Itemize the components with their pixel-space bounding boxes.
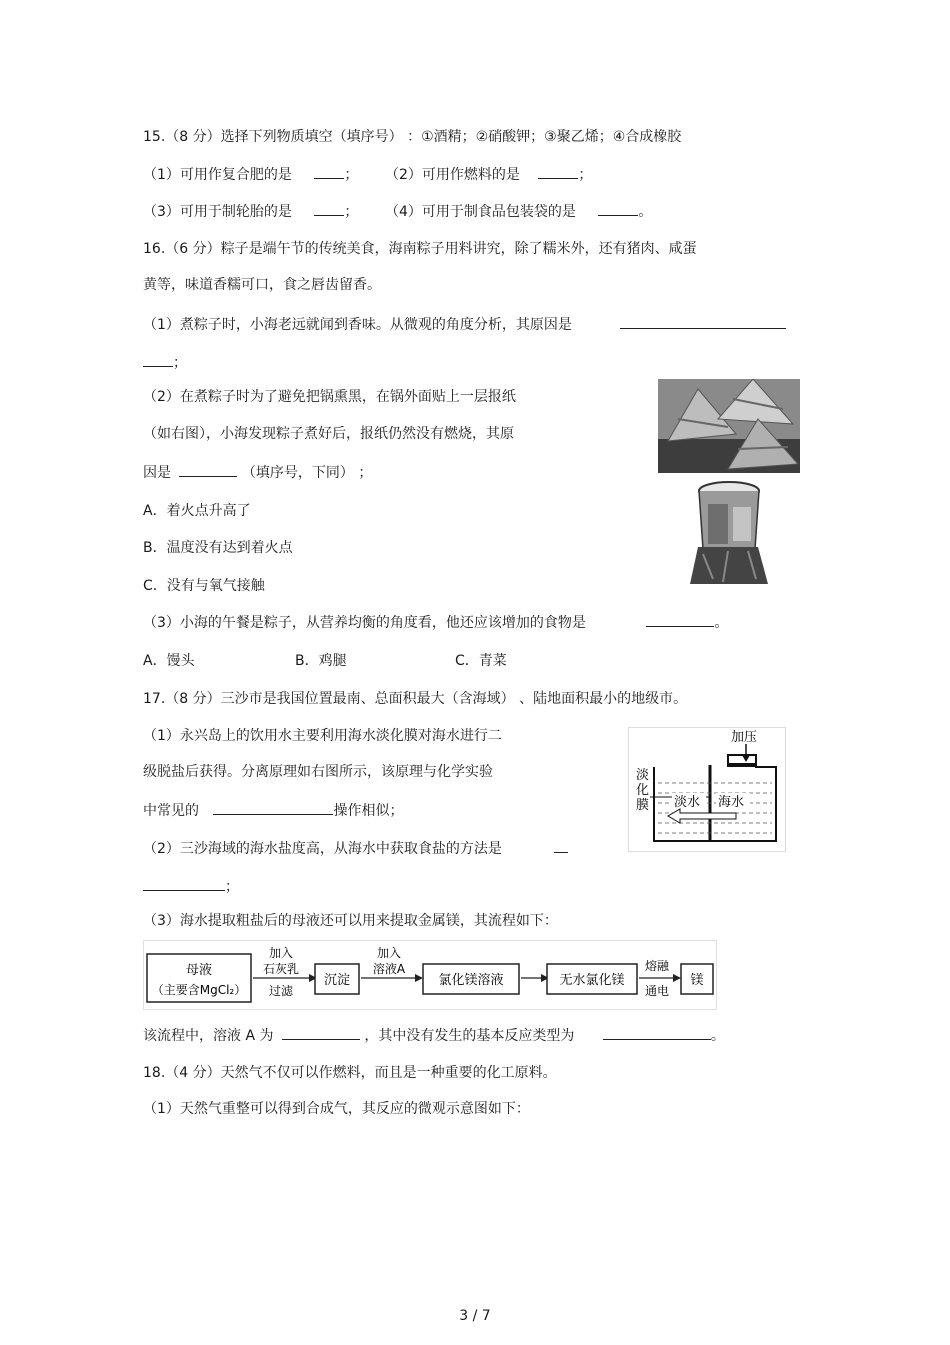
seawater-label: 海水 [718, 795, 745, 810]
q17-part3-tail1: 该流程中，溶液 A 为 [143, 1028, 274, 1044]
membrane-label-1: 淡 [636, 768, 650, 783]
option-b: B．温度没有达到着火点 [143, 540, 293, 556]
separator: ； [225, 879, 239, 895]
q16-part3 [143, 612, 728, 632]
q17-part1-line2: 级脱盐后获得。分离原理如右图所示，该原理与化学实验 [143, 764, 493, 780]
flow-step2-line2: 溶液A [372, 962, 406, 976]
option-a: A．着火点升高了 [143, 503, 251, 519]
q17-part1-line3 [143, 800, 403, 820]
flow-box-magnesium: 镁 [690, 973, 704, 988]
flow-step1-line1: 加入 [268, 946, 294, 960]
food-option-a: A．馒头 [143, 653, 195, 669]
separator: ； [173, 355, 187, 371]
q15-part4 [385, 201, 652, 221]
answer-blank[interactable] [554, 838, 568, 853]
q16-part1-text: （1）煮粽子时，小海老远就闻到香味。从微观的角度分析，其原因是 [143, 317, 572, 333]
q16-stem-line1: 16.（6 分）粽子是端午节的传统美食，海南粽子用料讲究，除了糯米外，还有猪肉、咸蛋 [143, 241, 697, 257]
q17-part3-answer [143, 1025, 725, 1045]
answer-blank[interactable] [646, 612, 714, 627]
q16-part2-line1: （2）在煮粽子时为了避免把锅熏黑，在锅外面贴上一层报纸 [143, 389, 516, 405]
food-option-b: B．鸡腿 [295, 653, 347, 669]
q15-part2-text: （2）可用作燃料的是 [385, 167, 520, 183]
q17-part1-line1: （1）永兴岛上的饮用水主要利用海水淡化膜对海水进行二 [143, 728, 502, 744]
flow-box-mgcl2-solution: 氯化镁溶液 [438, 973, 504, 988]
q16-part1 [143, 314, 786, 334]
separator: ； [578, 167, 593, 183]
answer-blank[interactable] [179, 462, 237, 477]
period: 。 [714, 615, 729, 631]
q17-part2-text: （2）三沙海域的海水盐度高，从海水中获取食盐的方法是 [143, 841, 502, 857]
q16-part2-line2: （如右图），小海发现粽子煮好后，报纸仍然没有燃烧，其原 [143, 426, 514, 442]
period: 。 [710, 1028, 725, 1044]
q17-part3-tail2: ，其中没有发生的基本反应类型为 [364, 1028, 575, 1044]
q16-part3-text: （3）小海的午餐是粽子，从营养均衡的角度看，他还应该增加的食物是 [143, 615, 586, 631]
answer-blank[interactable] [282, 1025, 360, 1040]
flow-box-precipitate: 沉淀 [323, 973, 351, 988]
zongzi-and-pot-image [658, 379, 800, 601]
pressure-label: 加压 [731, 730, 758, 745]
magnesium-flowchart [143, 940, 717, 1010]
zongzi-photo [658, 379, 800, 601]
flow-step4-line1: 熔融 [644, 959, 670, 973]
answer-blank[interactable] [314, 164, 344, 179]
q15-part1 [143, 164, 358, 184]
flow-step1-line2: 石灰乳 [262, 962, 300, 976]
q15-part3 [143, 201, 358, 221]
q15-part2 [385, 164, 592, 184]
q17-stem: 17.（8 分）三沙市是我国位置最南、总面积最大（含海域） 、陆地面积最小的地级市。 [143, 691, 688, 707]
q17-part2-cont [143, 876, 239, 896]
period: 。 [638, 204, 653, 220]
answer-blank[interactable] [213, 800, 333, 815]
q17-part1-tail: 操作相似； [333, 803, 404, 819]
answer-blank[interactable] [143, 876, 225, 891]
q16-part2-line3 [143, 462, 372, 482]
flow-step1-line3: 过滤 [268, 984, 294, 998]
option-c: C．没有与氧气接触 [143, 578, 265, 594]
answer-blank[interactable] [538, 164, 578, 179]
q17-part2 [143, 838, 568, 858]
fresh-water-label: 淡水 [674, 795, 701, 810]
q16-part2-text: 因是 [143, 465, 171, 481]
q16-part1-cont [143, 352, 187, 372]
answer-blank[interactable] [143, 352, 173, 367]
q16-stem-line2: 黄等，味道香糯可口，食之唇齿留香。 [143, 277, 381, 293]
flow-step4-line2: 通电 [644, 984, 670, 998]
flow-box-mother-liquor-note: （主要含MgCl₂） [151, 983, 247, 997]
answer-blank[interactable] [620, 314, 786, 329]
q15-part4-text: （4）可用于制食品包装袋的是 [385, 204, 576, 220]
flow-box-mother-liquor: 母液 [185, 963, 213, 978]
flow-box-anhydrous-mgcl2: 无水氯化镁 [559, 973, 625, 988]
q17-part3: （3）海水提取粗盐后的母液还可以用来提取金属镁，其流程如下： [143, 913, 558, 929]
page-number: 3 / 7 [459, 1308, 491, 1324]
q15-part1-text: （1）可用作复合肥的是 [143, 167, 292, 183]
q15-part3-text: （3）可用于制轮胎的是 [143, 204, 292, 220]
q15-stem: 15.（8 分）选择下列物质填空（填序号） ：①酒精；②硝酸钾；③聚乙烯；④合成橡胶 [143, 129, 682, 145]
answer-blank[interactable] [598, 201, 638, 216]
q16-part2-tail: （填序号，下同） ； [241, 465, 373, 481]
food-option-c: C．青菜 [455, 653, 507, 669]
separator: ； [344, 167, 359, 183]
flow-step2-line1: 加入 [376, 946, 402, 960]
q17-part1-text: 中常见的 [143, 803, 199, 819]
separator: ； [344, 204, 359, 220]
membrane-label-3: 膜 [636, 798, 650, 813]
desalination-diagram [628, 727, 786, 852]
answer-blank[interactable] [314, 201, 344, 216]
q18-part1: （1）天然气重整可以得到合成气，其反应的微观示意图如下： [143, 1101, 530, 1117]
membrane-label-2: 化 [636, 783, 650, 798]
q18-stem: 18.（4 分）天然气不仅可以作燃料，而且是一种重要的化工原料。 [143, 1065, 557, 1081]
answer-blank[interactable] [603, 1025, 711, 1040]
